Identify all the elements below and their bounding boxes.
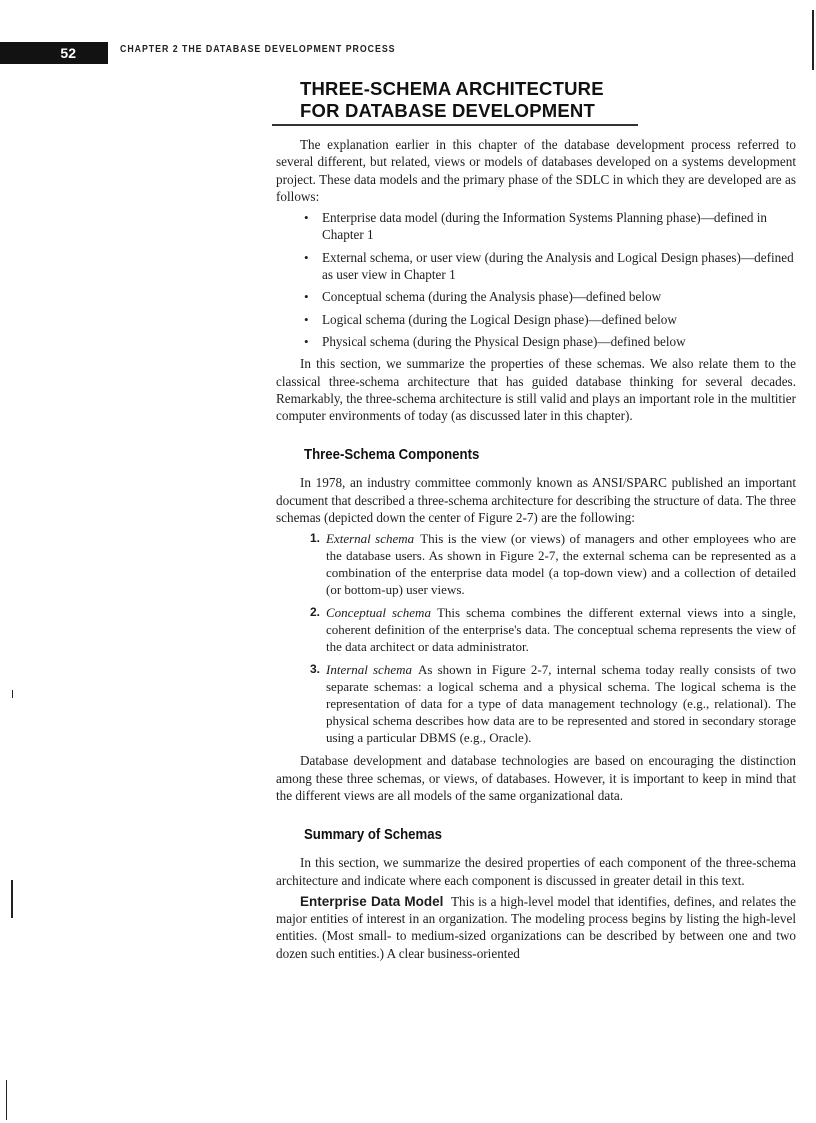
edge-mark-left-1: [12, 690, 13, 698]
runin-text: This is a high-level model that identifies, defines, and relates the major entities of interest in an organization. The modeling process begins by listing the high-level entities. (Most small- to medium-sized organizations can be described by between one and two dozen such entities.) A clear business-oriented: [276, 893, 797, 961]
bullet-item: [276, 209, 796, 244]
bullet-icon: •: [304, 311, 309, 327]
item-term: External schema: [326, 531, 415, 547]
components-closing-paragraph: Database development and database technologies are based on encouraging the distinction among these three schemas, or views, of databases. However, it is important to keep in mind that the different views are all models of the same organizational data.: [276, 753, 796, 803]
components-heading: Three-Schema Components: [304, 446, 480, 464]
item-text: This is the view (or views) of managers and other employees who are the database users. As shown in Figure 2-7, the external schema can be represented as a combination of the enterprise data model (a top-down view) and a collection of detailed (or bottom-up) user views.: [326, 531, 796, 598]
components-paragraph: In 1978, an industry committee commonly known as ANSI/SPARC published an important document that described a three-schema architecture for describing the structure of data. The three schemas (depicted down the center of Figure 2-7) are the following:: [276, 475, 796, 526]
bullet-text: Conceptual schema (during the Analysis phase)—defined below: [322, 289, 662, 305]
running-head: CHAPTER 2 THE DATABASE DEVELOPMENT PROCESS: [120, 44, 396, 55]
edge-mark-left-3: [6, 1080, 7, 1120]
bullet-icon: •: [304, 333, 309, 349]
summary-paragraph: In this section, we summarize the desired properties of each component of the three-schema architecture and indicate where each component is discussed in greater detail in this text.: [276, 855, 796, 888]
bullet-icon: •: [304, 210, 309, 226]
item-text: This schema combines the different external views into a single, coherent definition of the enterprise's data. The conceptual schema represents the view of the data architect or data administrator.: [326, 605, 796, 655]
summary-heading: Summary of Schemas: [304, 826, 442, 844]
item-number: 1.: [310, 531, 321, 546]
numbered-item: [276, 661, 796, 746]
bullet-text: Enterprise data model (during the Information Systems Planning phase)—defined in Chapter 1: [322, 210, 767, 243]
bullet-icon: •: [304, 249, 309, 265]
intro-paragraph: The explanation earlier in this chapter of the database development process referred to several different, but related, views or models of databases developed on a systems development project. These data models and the primary phase of the SDLC in which they are developed are as follows:: [276, 137, 796, 204]
bullet-item: [276, 333, 796, 350]
body-text: [276, 136, 796, 966]
bullet-text: Physical schema (during the Physical Design phase)—defined below: [322, 333, 686, 349]
runin-heading: Enterprise Data Model: [300, 893, 444, 909]
section-title-line2: FOR DATABASE DEVELOPMENT: [300, 100, 595, 121]
bullet-text: External schema, or user view (during the Analysis and Logical Design phases)—defined as user view in Chapter 1: [322, 249, 794, 283]
numbered-item: [276, 604, 796, 655]
edge-mark-left-2: [11, 880, 13, 918]
bullet-icon: •: [304, 289, 309, 305]
bullet-text: Logical schema (during the Logical Design phase)—defined below: [322, 311, 677, 327]
item-number: 2.: [310, 605, 321, 620]
schema-bullet-list: [276, 209, 796, 350]
numbered-item: [276, 530, 796, 598]
item-text: As shown in Figure 2-7, internal schema today really consists of two separate schemas: a logical schema and a physical schema. The logical schema is the representation of data for a type of data management technology (e.g., relational). The physical schema describes how data are to be represented and stored in secondary storage using a particular DBMS (e.g., Oracle).: [326, 662, 797, 746]
item-number: 3.: [310, 662, 321, 677]
item-term: Conceptual schema: [326, 605, 431, 621]
section-title: [300, 78, 680, 122]
section-title-line1: THREE-SCHEMA ARCHITECTURE: [300, 78, 604, 99]
enterprise-model-paragraph: [276, 893, 796, 962]
item-term: Internal schema: [326, 662, 412, 678]
intro-paragraph-2: In this section, we summarize the properties of these schemas. We also relate them to the classical three-schema architecture that has guided database thinking for several decades. Remarkably, the three-schema architecture is still valid and plays an important role in the multitier computer environments of today (as discussed later in this chapter).: [276, 356, 796, 424]
edge-mark-top-right: [812, 10, 814, 70]
bullet-item: [276, 311, 796, 328]
bullet-item: [276, 249, 796, 284]
bullet-item: [276, 288, 796, 305]
schema-numbered-list: [276, 530, 796, 746]
title-underline: [272, 124, 638, 126]
page-number: 52: [0, 42, 108, 64]
